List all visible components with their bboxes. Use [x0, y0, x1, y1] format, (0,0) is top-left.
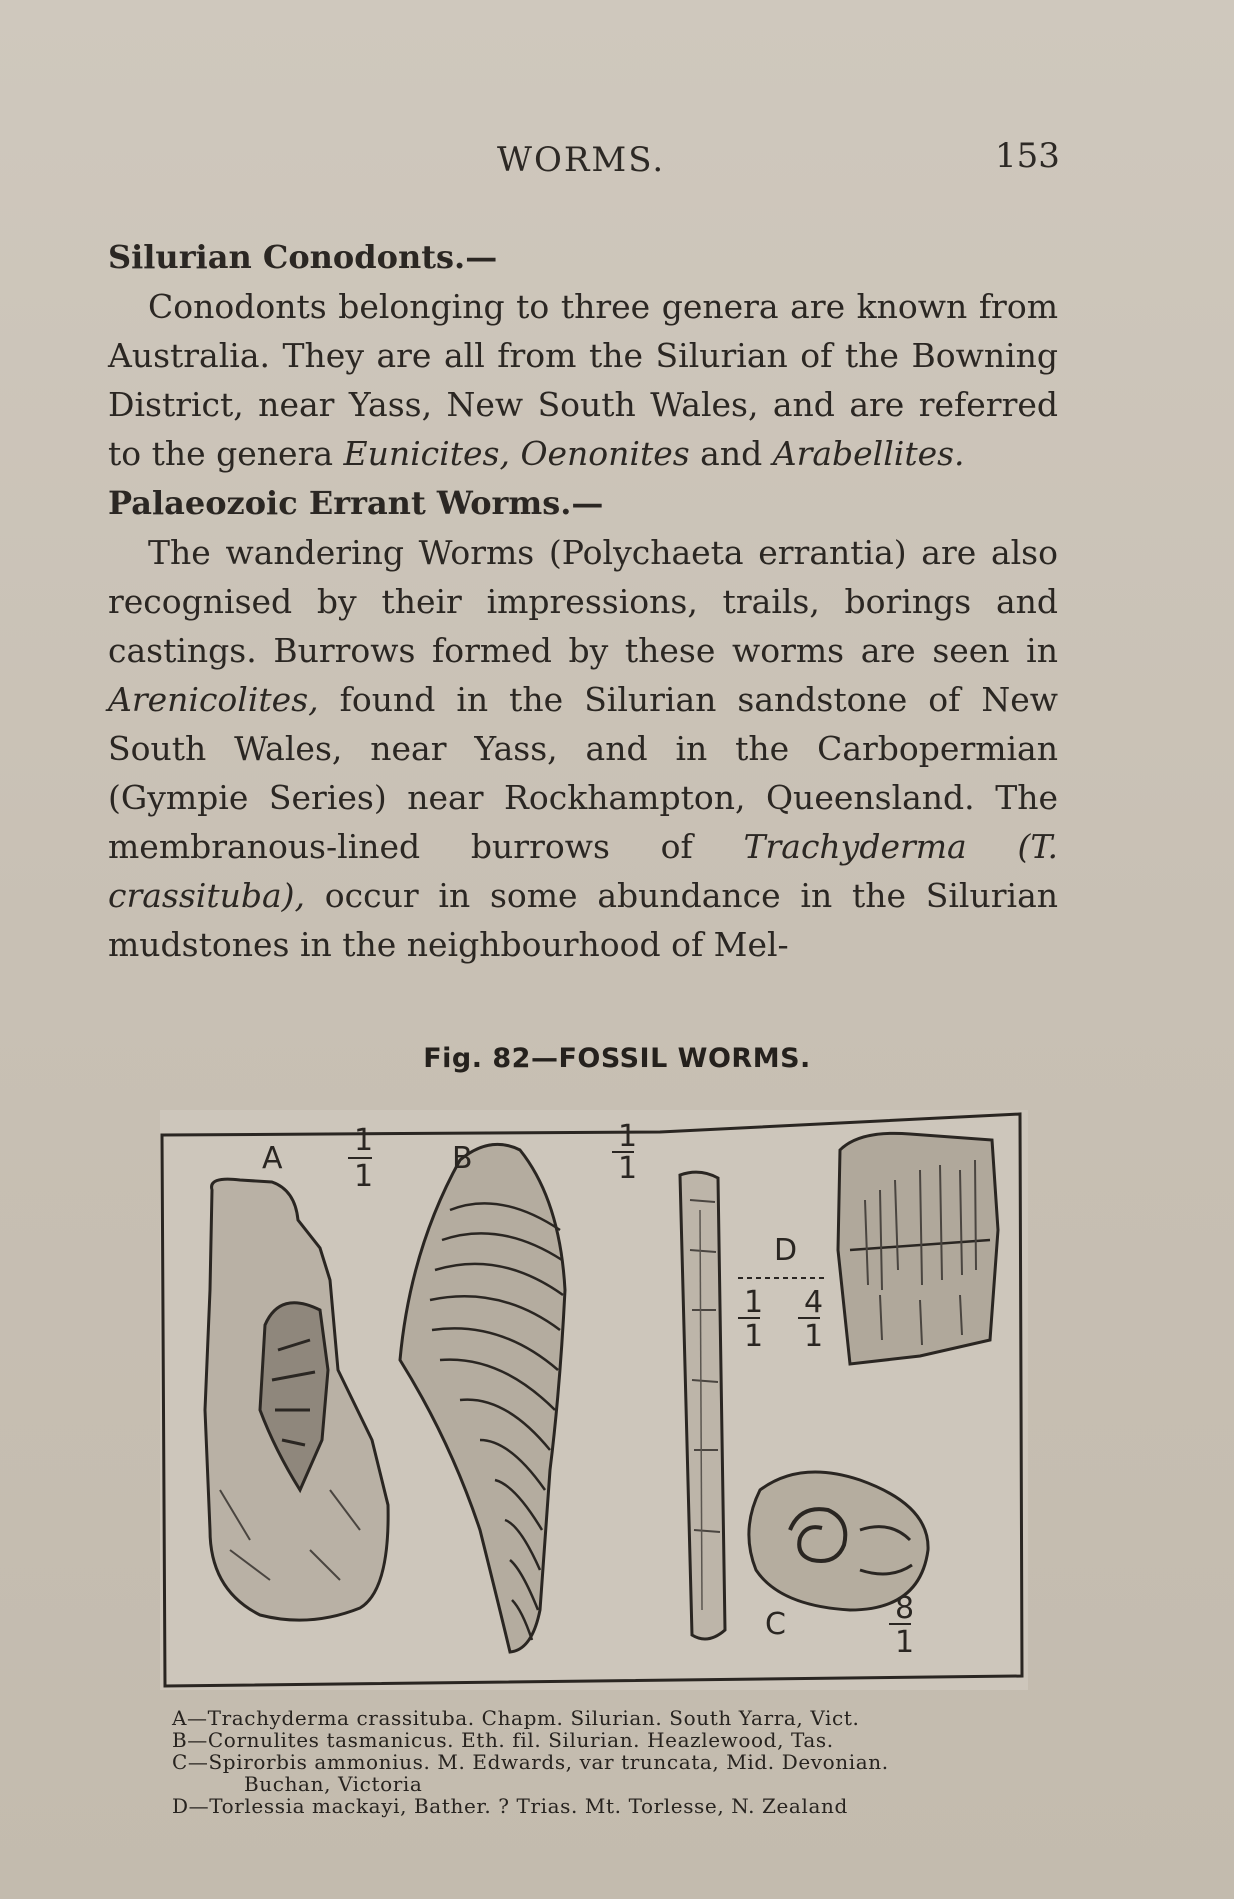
scale-d2-numerator: 4	[804, 1285, 824, 1320]
caption-c-continued: Buchan, Victoria	[244, 1772, 423, 1796]
running-title: WORMS.	[497, 140, 666, 180]
label-b: B	[452, 1141, 473, 1176]
section-heading-errant-worms: Palaeozoic Errant Worms.—	[108, 484, 604, 522]
genus-name: Arenicolites,	[108, 680, 319, 719]
caption-d: D—Torlessia mackayi, Bather. ? Trias. Mt. Torlesse, N. Zealand	[172, 1794, 848, 1818]
scale-d2-denominator: 1	[804, 1319, 824, 1354]
genus-name: Trachyderma (T. crassituba),	[108, 827, 1058, 915]
scale-b-denominator: 1	[618, 1151, 638, 1186]
paragraph-text: Conodonts belonging to three genera are known from Australia. They are all from the Silurian of the Bowning District, near Yass, New South Wales, and are referred to the genera	[108, 287, 1058, 473]
caption-b: B—Cornulites tasmanicus. Eth. fil. Silurian. Heazlewood, Tas.	[172, 1728, 834, 1752]
label-a: A	[262, 1141, 283, 1176]
page-number: 153	[995, 136, 1060, 176]
caption-a: A—Trachyderma crassituba. Chapm. Silurian. South Yarra, Vict.	[172, 1706, 860, 1730]
scale-b-numerator: 1	[618, 1119, 638, 1154]
scale-a-denominator: 1	[354, 1159, 374, 1194]
genus-name: Eunicites,	[343, 434, 510, 473]
figure-illustration	[160, 1110, 1028, 1690]
body-text	[108, 232, 1058, 969]
paragraph-errant-worms	[108, 528, 1058, 969]
scale-d1-numerator: 1	[744, 1285, 764, 1320]
figure-captions	[172, 1707, 1052, 1817]
paragraph-text: found in the Silurian sandstone of New South Wales, near Yass, and in the Carbopermian (Gympie Series) near Rockhampton, Queensland. The membranous-lined burrows of	[108, 680, 1058, 866]
genus-name: Oenonites	[520, 434, 690, 473]
caption-c: C—Spirorbis ammonius. M. Edwards, var truncata, Mid. Devonian.	[172, 1750, 889, 1774]
scale-c-numerator: 8	[895, 1591, 915, 1626]
label-c: C	[765, 1607, 786, 1642]
scale-d1-denominator: 1	[744, 1319, 764, 1354]
conjunction: and	[689, 434, 773, 473]
paragraph-text: occur in some abundance in the Silurian mudstones in the neighbourhood of Mel-	[108, 876, 1058, 964]
paragraph-text: The wandering Worms (Polychaeta errantia) are also recognised by their impressions, trails, borings and castings. Burrows formed by these worms are seen in	[108, 533, 1058, 670]
figure-title: Fig. 82—FOSSIL WORMS.	[423, 1043, 811, 1074]
genus-name: Arabellites.	[772, 434, 965, 473]
label-d: D	[774, 1233, 798, 1268]
scale-c-denominator: 1	[895, 1625, 915, 1660]
fossil-worms-figure	[160, 1110, 1028, 1690]
running-head	[0, 136, 1234, 180]
specimen-d-slab-drawing	[838, 1133, 998, 1364]
scale-a-numerator: 1	[354, 1123, 374, 1158]
section-heading-conodonts: Silurian Conodonts.—	[108, 238, 498, 276]
paragraph-conodonts	[108, 282, 1058, 478]
